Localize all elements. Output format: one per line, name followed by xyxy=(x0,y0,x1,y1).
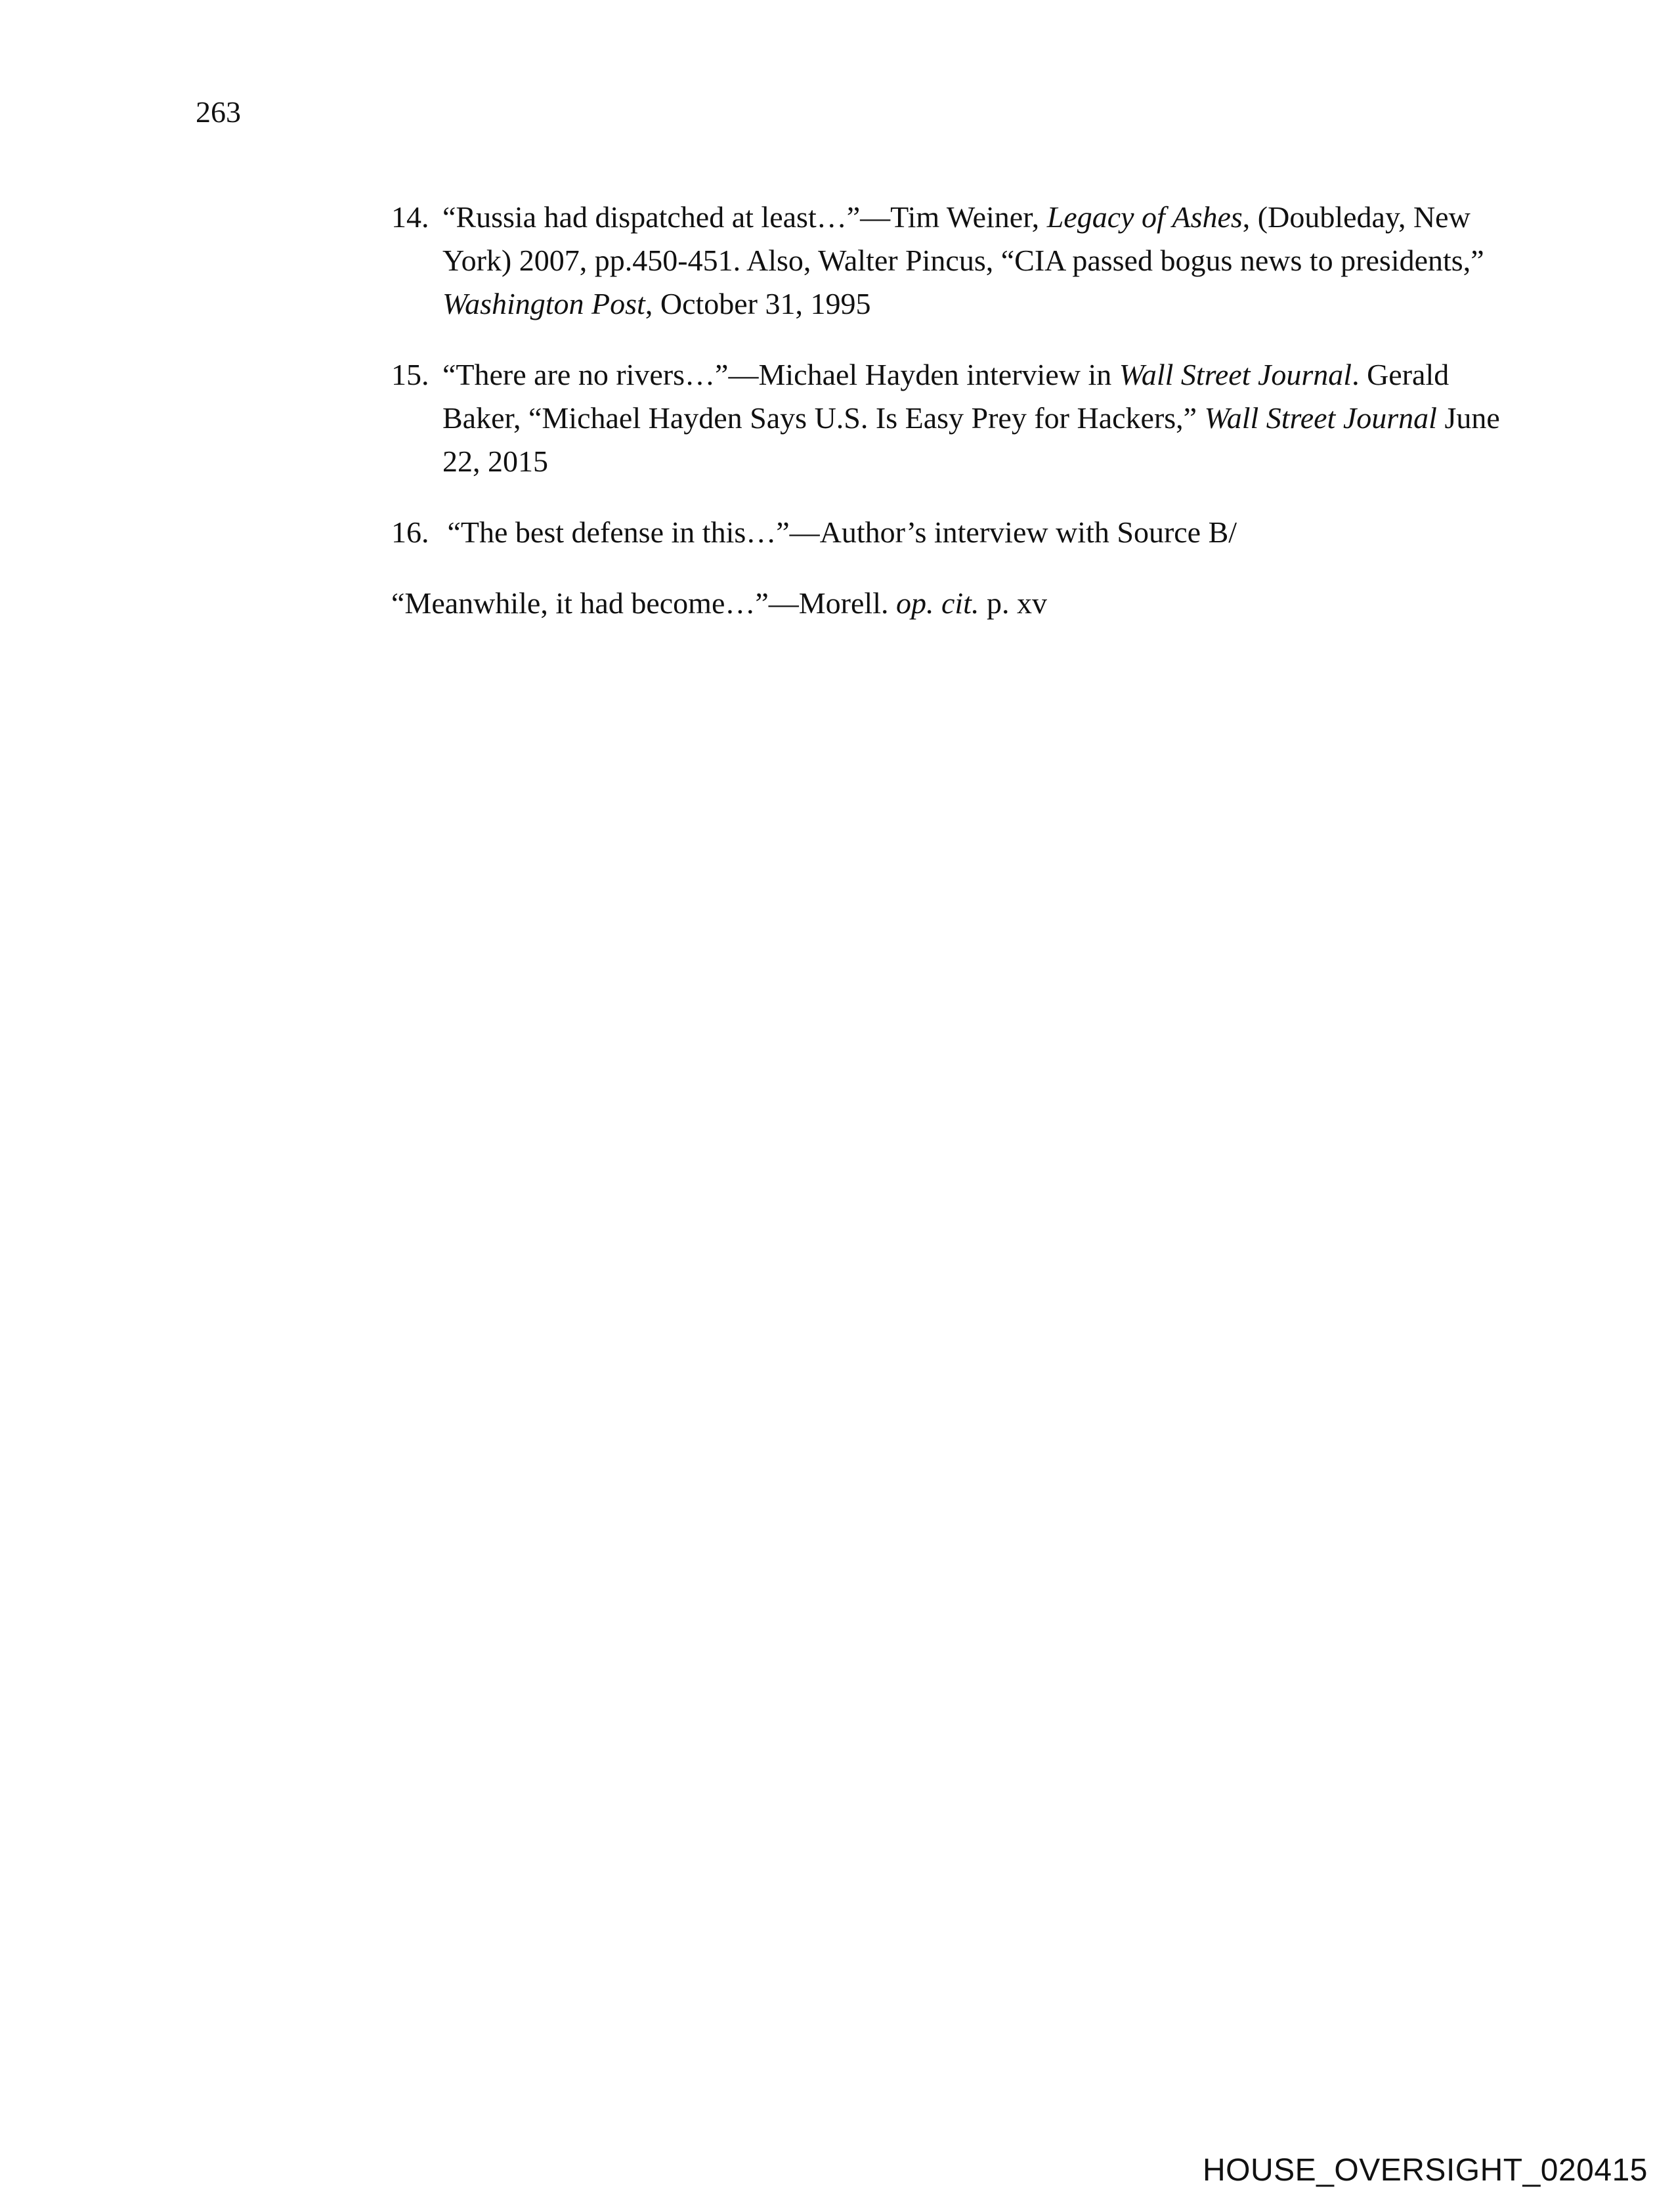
publication-title: Wall Street Journal xyxy=(1204,401,1437,435)
note-text: , October 31, 1995 xyxy=(645,287,871,320)
citation-abbreviation: op. cit. xyxy=(895,586,979,620)
book-title: Legacy of Ashes xyxy=(1046,200,1243,234)
endnote-number: 14. xyxy=(391,200,429,234)
note-text: “Meanwhile, it had become…”—Morell. xyxy=(391,586,896,620)
note-text: “There are no rivers…”—Michael Hayden interview in xyxy=(442,358,1119,391)
publication-title: Washington Post xyxy=(442,287,645,320)
note-text: June 22, 2015 xyxy=(442,401,1500,478)
endnote-14 xyxy=(391,196,1507,326)
note-text: . Gerald Baker, “Michael Hayden Says U.S. Is Easy Prey for Hackers,” xyxy=(442,358,1449,435)
page-number: 263 xyxy=(196,95,241,129)
endnote-number: 15. xyxy=(391,358,429,391)
publication-title: Wall Street Journal xyxy=(1119,358,1352,391)
endnote-unnumbered xyxy=(391,582,1507,625)
endnote-number: 16. xyxy=(391,515,429,549)
endnote-15 xyxy=(391,353,1507,483)
document-id-stamp: HOUSE_OVERSIGHT_020415 xyxy=(1203,2153,1648,2188)
note-text: p. xv xyxy=(979,586,1047,620)
note-text: “Russia had dispatched at least…”—Tim Weiner, xyxy=(442,200,1047,234)
note-text: , (Doubleday, New York) 2007, pp.450-451. Also, Walter Pincus, “CIA passed bogus news to presidents,” xyxy=(442,200,1484,277)
endnotes-list xyxy=(391,196,1507,653)
note-text: “The best defense in this…”—Author’s interview with Source B/ xyxy=(447,515,1237,549)
endnote-16 xyxy=(391,511,1507,554)
